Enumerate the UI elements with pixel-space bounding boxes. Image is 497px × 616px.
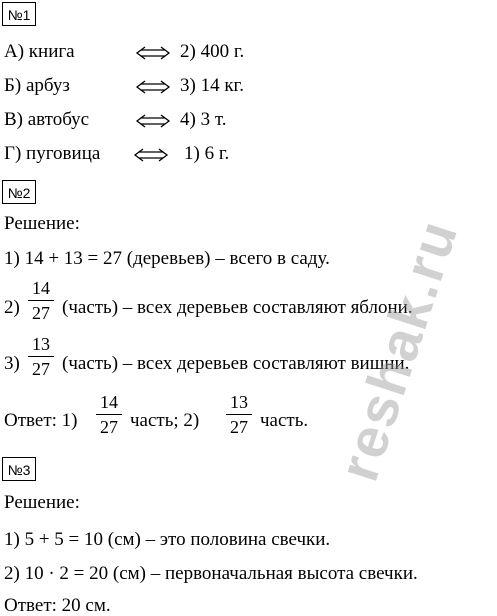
task2-answer-label: Ответ: 1) [4, 410, 78, 431]
task3-line2: 2) 10 · 2 = 20 (см) – первоначальная высота свечки. [4, 563, 418, 584]
fraction-denominator: 27 [100, 417, 118, 438]
fraction-numerator: 14 [100, 392, 118, 412]
fraction-numerator: 13 [230, 392, 248, 412]
task3-answer: Ответ: 20 см. [4, 595, 111, 616]
task3-line1: 1) 5 + 5 = 10 (см) – это половина свечки. [4, 529, 331, 550]
task1-row2-left: Б) арбуз [4, 75, 70, 96]
task3-badge: №3 [2, 457, 36, 481]
answer-fraction-2 [224, 392, 254, 437]
answer-fraction-1 [94, 392, 124, 437]
fraction-13-27 [26, 334, 56, 379]
task2-line3-prefix: 3) [4, 353, 20, 374]
fraction-numerator: 14 [32, 278, 50, 298]
task3-heading: Решение: [4, 492, 80, 513]
task2-line3-text: (часть) – всех деревьев составляют вишни. [62, 353, 410, 374]
double-arrow-icon [133, 114, 173, 128]
task1-row1-left: А) книга [4, 41, 75, 62]
double-arrow-icon [131, 148, 171, 162]
fraction-numerator: 13 [32, 334, 50, 354]
task2-line1: 1) 14 + 13 = 27 (деревьев) – всего в саду. [4, 248, 330, 269]
task1-row4-right: 1) 6 г. [184, 143, 230, 164]
fraction-denominator: 27 [32, 359, 50, 380]
task1-row3-right: 4) 3 т. [180, 109, 227, 130]
task1-row1-right: 2) 400 г. [180, 41, 245, 62]
double-arrow-icon [133, 80, 173, 94]
task1-row2-right: 3) 14 кг. [180, 75, 244, 96]
task2-line2-text: (часть) – всех деревьев составляют яблони. [62, 297, 413, 318]
task1-badge: №1 [2, 2, 36, 26]
double-arrow-icon [133, 46, 173, 60]
task1-row3-left: В) автобус [4, 109, 90, 130]
task2-badge: №2 [2, 180, 36, 204]
watermark: reshak.ru [326, 211, 470, 489]
task2-answer-end: часть. [260, 410, 309, 431]
task2-answer-mid: часть; 2) [130, 410, 200, 431]
fraction-denominator: 27 [32, 303, 50, 324]
task1-row4-left: Г) пуговица [4, 143, 101, 164]
task2-line2-prefix: 2) [4, 297, 20, 318]
fraction-denominator: 27 [230, 417, 248, 438]
fraction-14-27 [26, 278, 56, 323]
task2-heading: Решение: [4, 213, 80, 234]
